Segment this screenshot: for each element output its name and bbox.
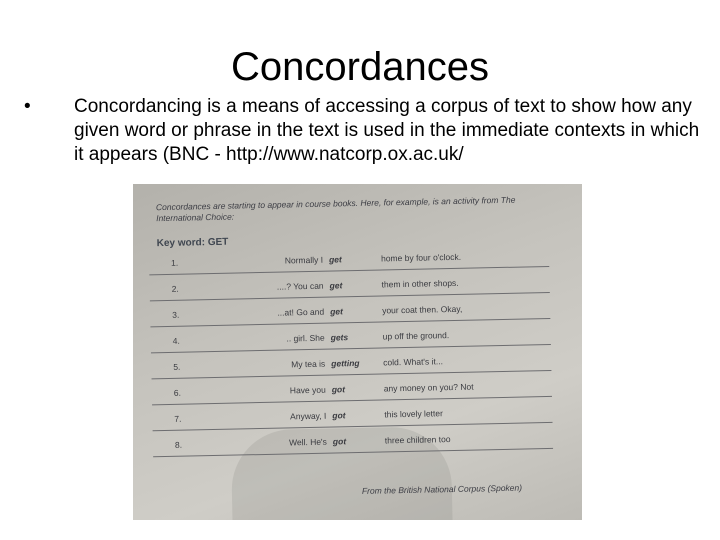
row-keyword: get	[330, 306, 343, 317]
row-number: 3.	[172, 309, 180, 320]
row-keyword: get	[329, 280, 343, 291]
row-left-context: ....? You can	[276, 280, 324, 292]
row-number: 1.	[170, 257, 179, 268]
photo-source-caption: From the British National Corpus (Spoken)	[361, 482, 523, 496]
coursebook-photo	[133, 184, 582, 520]
row-keyword: got	[332, 436, 347, 447]
row-left-context: My tea is	[291, 358, 326, 370]
row-keyword: got	[331, 384, 346, 395]
keyword-label: Key word: GET	[156, 236, 229, 250]
row-right-context: cold. What's it...	[383, 356, 444, 368]
row-keyword: get	[328, 254, 342, 265]
row-number: 6.	[173, 387, 182, 398]
row-left-context: Have you	[289, 384, 326, 396]
row-right-context: any money on you? Not	[383, 381, 474, 394]
row-number: 7.	[174, 413, 182, 424]
row-keyword: gets	[330, 332, 349, 343]
bullet-symbol: •	[24, 96, 31, 117]
row-number: 2.	[171, 283, 179, 294]
bullet-point	[24, 95, 704, 167]
row-left-context: Well. He's	[288, 436, 327, 448]
row-right-context: your coat then. Okay,	[382, 303, 463, 316]
row-number: 8.	[174, 439, 183, 450]
photo-page	[133, 184, 582, 520]
row-right-context: up off the ground.	[382, 330, 450, 342]
row-number: 5.	[173, 361, 181, 372]
row-number: 4.	[172, 335, 180, 346]
row-right-context: home by four o'clock.	[380, 251, 462, 264]
row-keyword: getting	[331, 357, 360, 369]
row-right-context: three children too	[384, 434, 451, 446]
row-right-context: them in other shops.	[381, 277, 459, 290]
bullet-text: Concordancing is a means of accessing a corpus of text to show how any given word or phrase in the text is used in the immediate contexts in which it appears (BNC - http://www.natcorp.ox.ac.uk/	[74, 96, 700, 165]
row-left-context: Normally I	[284, 254, 324, 266]
row-left-context: ...at! Go and	[277, 306, 325, 318]
row-keyword: got	[332, 410, 346, 421]
slide-title: Concordances	[231, 45, 489, 89]
row-right-context: this lovely letter	[384, 408, 443, 420]
row-left-context: Anyway, I	[290, 410, 327, 422]
row-left-context: .. girl. She	[286, 332, 325, 344]
photo-intro-text: Concordances are starting to appear in course books. Here, for example, is an activity from The International Choice:	[155, 194, 516, 224]
